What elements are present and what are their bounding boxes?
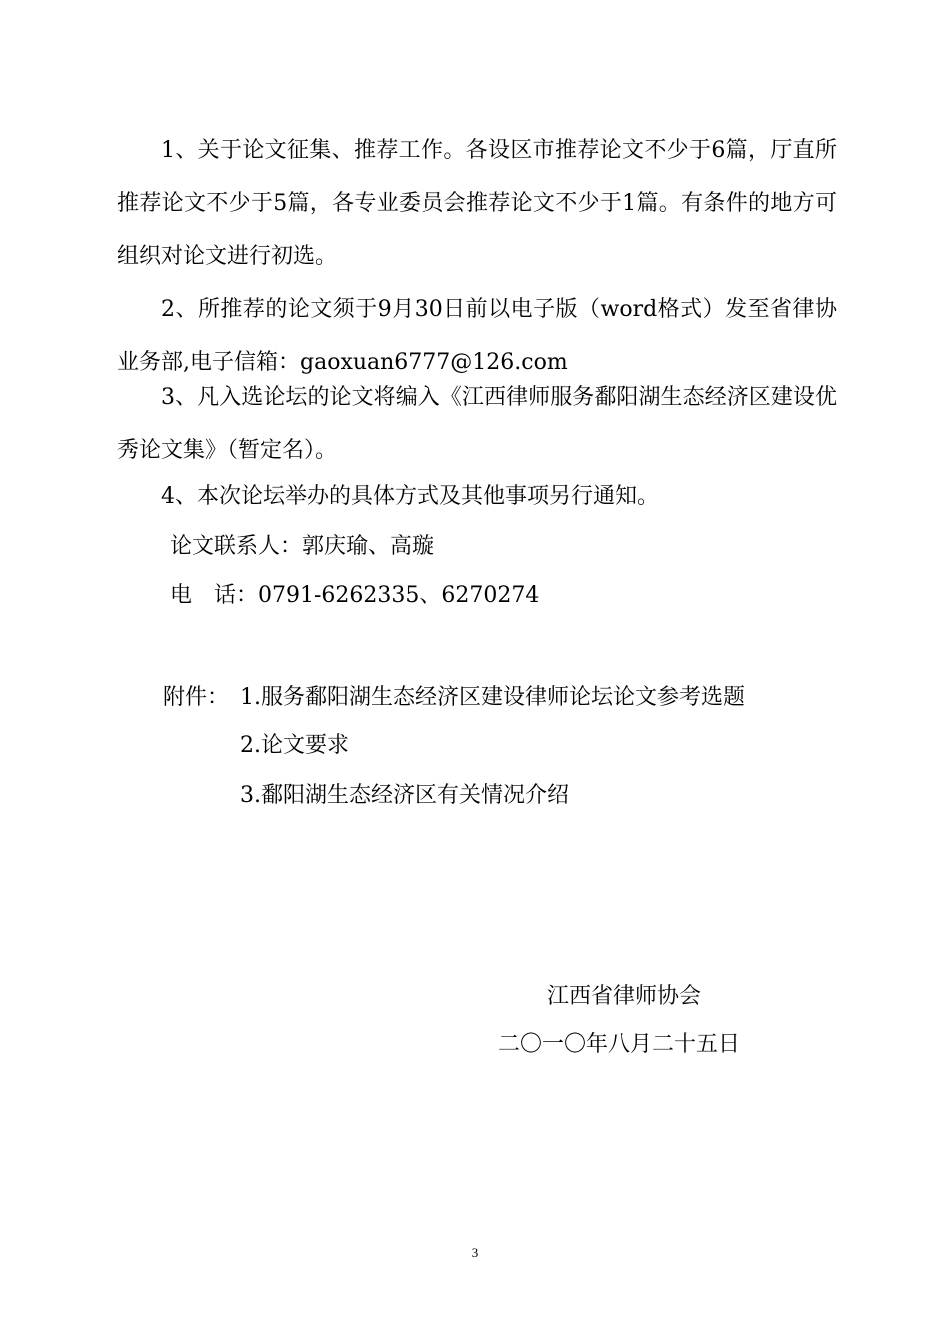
attachment-item-1: 1.服务鄱阳湖生态经济区建设律师论坛论文参考选题: [240, 685, 745, 710]
signature-date: 二〇一〇年八月二十五日: [498, 1032, 741, 1057]
attachment-item-2: 2.论文要求: [240, 733, 349, 758]
page-number: 3: [471, 1245, 479, 1260]
attachment-item-3: 3.鄱阳湖生态经济区有关情况介绍: [240, 783, 569, 808]
item-2-paragraph: 2、所推荐的论文须于9月30日前以电子版（word格式）发至省律协业务部,电子信箱：gaoxuan6777@126.com: [117, 297, 837, 375]
item-4-paragraph: 4、本次论坛举办的具体方式及其他事项另行通知。: [161, 484, 659, 509]
contact-person: 论文联系人：郭庆瑜、高璇: [170, 534, 435, 559]
attachments-label: 附件：: [163, 685, 230, 710]
signature-organization: 江西省律师协会: [547, 984, 702, 1009]
contact-phone: 电 话：0791-6262335、6270274: [170, 583, 540, 608]
item-1-paragraph: 1、关于论文征集、推荐工作。各设区市推荐论文不少于6篇，厅直所推荐论文不少于5篇，各专业委员会推荐论文不少于1篇。有条件的地方可组织对论文进行初选。: [117, 138, 837, 269]
item-3-paragraph: 3、凡入选论坛的论文将编入《江西律师服务鄱阳湖生态经济区建设优秀论文集》（暂定名）。: [117, 385, 837, 463]
